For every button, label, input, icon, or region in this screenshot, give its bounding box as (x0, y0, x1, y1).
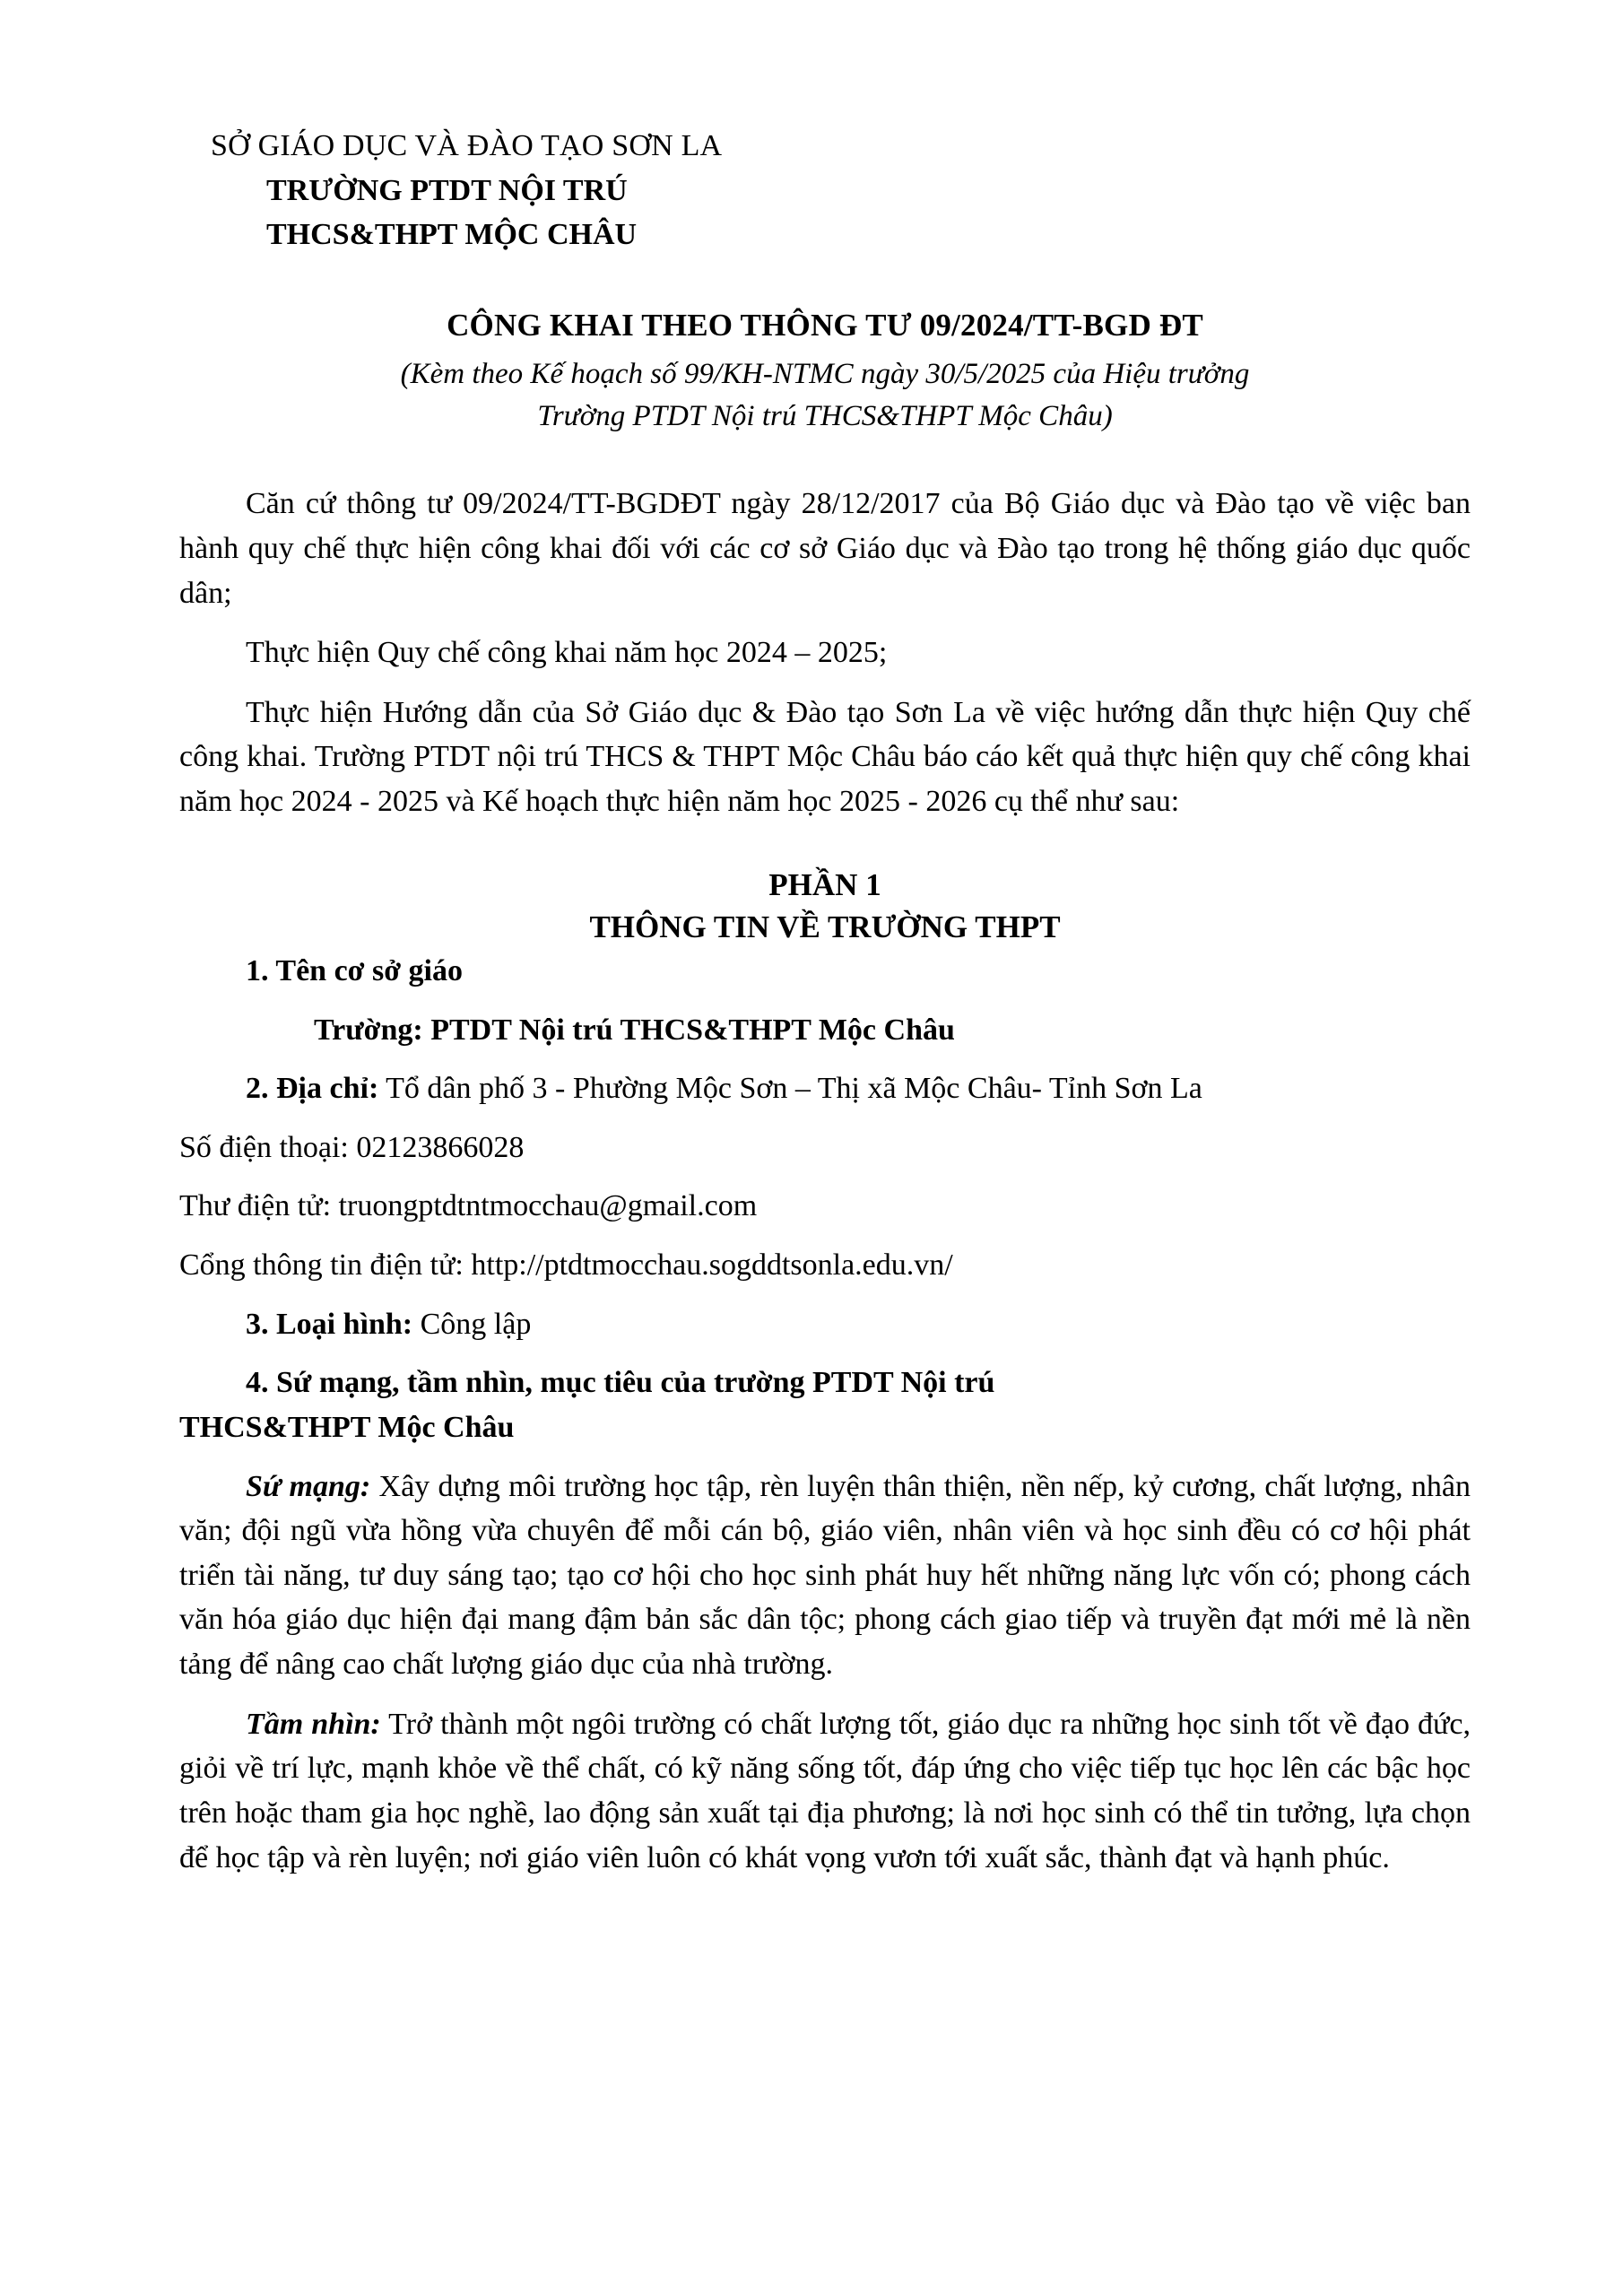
intro-paragraph-2: Thực hiện Quy chế công khai năm học 2024 – 2025; (246, 636, 888, 670)
section-3-type (179, 1302, 1471, 1347)
mission-label: Sứ mạng: (246, 1469, 371, 1503)
intro-paragraph-1: Căn cứ thông tư 09/2024/TT-BGDĐT ngày 28/12/2017 của Bộ Giáo dục và Đào tạo về việc ban hành quy chế thực hiện công khai đối với các cơ sở Giáo dục và Đào tạo trong hệ thống giáo dục quốc dân; (179, 487, 1471, 610)
vision-paragraph (179, 1702, 1471, 1881)
document-body (179, 482, 1471, 1880)
part-heading (179, 864, 1471, 949)
school-name-line1: TRƯỜNG PTDT NỘI TRÚ (266, 173, 628, 207)
mission-paragraph (179, 1465, 1471, 1687)
intro-paragraph-3: Thực hiện Hướng dẫn của Sở Giáo dục & Đào tạo Sơn La về việc hướng dẫn thực hiện Quy chế công khai. Trường PTDT nội trú THCS & THPT Mộc Châu báo cáo kết quả thực hiện quy chế công khai năm học 2024 - 2025 và Kế hoạch thực hiện năm học 2025 - 2026 cụ thể như sau: (179, 695, 1471, 819)
mission-text: Xây dựng môi trường học tập, rèn luyện thân thiện, nền nếp, kỷ cương, chất lượng, nhân văn; đội ngũ vừa hồng vừa chuyên để mỗi cán bộ, giáo viên, nhân viên và học sinh đều có cơ hội phát triển tài năng, tư duy sáng tạo; tạo cơ hội cho học sinh phát huy hết những năng lực vốn có; phong cách văn hóa giáo dục hiện đại mang đậm bản sắc dân tộc; phong cách giao tiếp và truyền đạt mới mẻ là nền tảng để nâng cao chất lượng giáo dục của nhà trường. (179, 1469, 1471, 1682)
section-1-value: Trường: PTDT Nội trú THCS&THPT Mộc Châu (314, 1013, 955, 1047)
section-3-label-text: 3. Loại hình: (246, 1307, 413, 1341)
letterhead (211, 126, 1471, 256)
portal-line: Cổng thông tin điện tử: http://ptdtmocchau.sogddtsonla.edu.vn/ (179, 1248, 953, 1283)
section-4-label-text-line2: THCS&THPT Mộc Châu (179, 1410, 515, 1444)
subtitle-line-2: Trường PTDT Nội trú THCS&THPT Mộc Châu) (537, 399, 1113, 432)
subtitle-line-1: (Kèm theo Kế hoạch số 99/KH-NTMC ngày 30/5/2025 của Hiệu trưởng (400, 357, 1250, 390)
section-1-label (179, 949, 1471, 994)
section-3-value-text: Công lập (412, 1307, 532, 1341)
part-title: THÔNG TIN VỀ TRƯỜNG THPT (589, 909, 1061, 945)
section-2-address (179, 1066, 1471, 1111)
email-line: Thư điện tử: truongptdtntmocchau@gmail.com (179, 1189, 758, 1223)
section-4-heading-line2 (179, 1405, 1471, 1450)
page-title: CÔNG KHAI THEO THÔNG TƯ 09/2024/TT-BGD ĐT (447, 307, 1203, 343)
vision-label: Tầm nhìn: (246, 1707, 381, 1741)
vision-text: Trở thành một ngôi trường có chất lượng tốt, giáo dục ra những học sinh tốt về đạo đức, giỏi về trí lực, mạnh khỏe về thể chất, có kỹ năng sống tốt, đáp ứng cho việc tiếp tục học lên các bậc học trên hoặc tham gia học nghề, lao động sản xuất tại địa phương; là nơi học sinh có thể tin tưởng, lựa chọn để học tập và rèn luyện; nơi giáo viên luôn có khát vọng vươn tới xuất sắc, thành đạt và hạnh phúc. (179, 1707, 1471, 1874)
school-name-line2: THCS&THPT MỘC CHÂU (266, 218, 638, 252)
document-title-block (179, 308, 1471, 438)
phone-line: Số điện thoại: 02123866028 (179, 1130, 525, 1164)
part-label: PHẦN 1 (768, 866, 881, 902)
document-subtitle (179, 353, 1471, 438)
section-1-label-text: 1. Tên cơ sở giáo (246, 953, 463, 987)
section-2-label-text: 2. Địa chỉ: (246, 1072, 379, 1106)
section-2-value-text: Tổ dân phố 3 - Phường Mộc Sơn – Thị xã Mộc Châu- Tỉnh Sơn La (378, 1072, 1202, 1106)
department-name: SỞ GIÁO DỤC VÀ ĐÀO TẠO SƠN LA (211, 129, 723, 162)
section-4-label-text: 4. Sứ mạng, tầm nhìn, mục tiêu của trường PTDT Nội trú (246, 1366, 995, 1400)
section-4-heading (179, 1361, 1471, 1405)
